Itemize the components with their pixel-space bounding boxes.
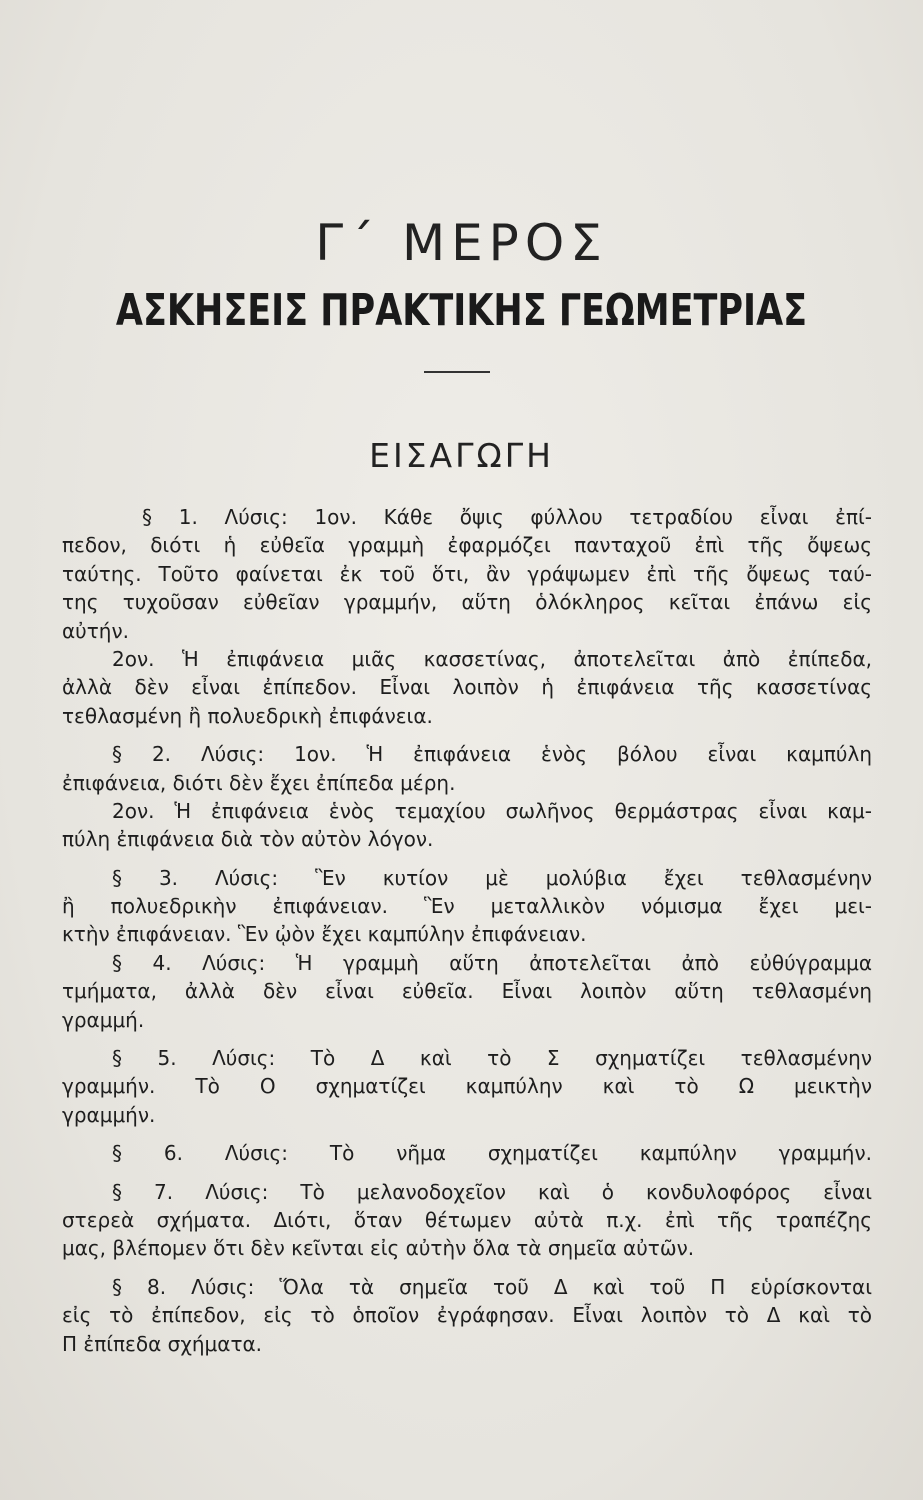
text-line: § 5. Λύσις: Τὸ Δ καὶ τὸ Σ σχηματίζει τεθλασμένην xyxy=(112,1046,872,1071)
text-line: πύλη ἐπιφάνεια διὰ τὸν αὐτὸν λόγον. xyxy=(62,827,434,852)
text-line: πεδον, διότι ἡ εὐθεῖα γραμμὴ ἐφαρμόζει πανταχοῦ ἐπὶ τῆς ὄψεως xyxy=(62,533,872,558)
text-line: § 3. Λύσις: Ἓν κυτίον μὲ μολύβια ἔχει τεθλασμένην xyxy=(112,865,872,890)
text-line: § 6. Λύσις: Τὸ νῆμα σχηματίζει καμπύλην γραμμήν. xyxy=(112,1141,872,1166)
text-line: κτὴν ἐπιφάνειαν. Ἓν ᾠὸν ἔχει καμπύλην ἐπιφάνειαν. xyxy=(62,922,587,947)
main-title: ΑΣΚΗΣΕΙΣ ΠΡΑΚΤΙΚΗΣ ΓΕΩΜΕΤΡΙΑΣ xyxy=(115,286,808,336)
text-line: ἢ πολυεδρικὴν ἐπιφάνειαν. Ἓν μεταλλικὸν νόμισμα ἔχει μει- xyxy=(62,894,872,919)
text-line: γραμμή. xyxy=(62,1007,145,1032)
text-line: μας, βλέπομεν ὅτι δὲν κεῖνται εἰς αὐτὴν ὅλα τὰ σημεῖα αὐτῶν. xyxy=(62,1236,695,1261)
section-title: ΕΙΣΑΓΩΓΗ xyxy=(369,436,554,475)
text-line: της τυχοῦσαν εὐθεῖαν γραμμήν, αὕτη ὁλόκληρος κεῖται ἐπάνω εἰς xyxy=(62,590,872,615)
text-line: § 1. Λύσις: 1ον. Κάθε ὄψις φύλλου τετραδίου εἶναι ἐπί- xyxy=(142,505,872,529)
text-line: § 2. Λύσις: 1ον. Ἡ ἐπιφάνεια ἑνὸς βόλου εἶναι καμπύλη xyxy=(112,742,872,767)
title-divider xyxy=(424,371,490,373)
text-line: στερεὰ σχήματα. Διότι, ὅταν θέτωμεν αὐτὰ π.χ. ἐπὶ τῆς τραπέζης xyxy=(62,1207,872,1232)
text-line: τεθλασμένη ἢ πολυεδρικὴ ἐπιφάνεια. xyxy=(62,703,433,728)
text-line: § 7. Λύσις: Τὸ μελανοδοχεῖον καὶ ὁ κονδυλοφόρος εἶναι xyxy=(112,1179,872,1204)
text-line: § 8. Λύσις: Ὅλα τὰ σημεῖα τοῦ Δ καὶ τοῦ Π εὑρίσκονται xyxy=(112,1274,872,1299)
text-line: ταύτης. Τοῦτο φαίνεται ἐκ τοῦ ὅτι, ἂν γράψωμεν ἐπὶ τῆς ὄψεως ταύ- xyxy=(62,561,872,586)
text-line: 2ον. Ἡ ἐπιφάνεια ἑνὸς τεμαχίου σωλῆνος θερμάστρας εἶναι καμ- xyxy=(112,798,872,823)
text-line: αὐτήν. xyxy=(62,618,130,643)
text-line: 2ον. Ἡ ἐπιφάνεια μιᾶς κασσετίνας, ἀποτελεῖται ἀπὸ ἐπίπεδα, xyxy=(112,646,872,671)
text-line: γραμμήν. xyxy=(62,1102,156,1127)
text-line: γραμμήν. Τὸ Ο σχηματίζει καμπύλην καὶ τὸ Ω μεικτὴν xyxy=(62,1074,872,1099)
part-title: Γ΄ ΜΕΡΟΣ xyxy=(315,214,608,272)
text-line: εἰς τὸ ἐπίπεδον, εἰς τὸ ὁποῖον ἐγράφησαν. Εἶναι λοιπὸν τὸ Δ καὶ τὸ xyxy=(62,1303,872,1328)
text-line: Π ἐπίπεδα σχήματα. xyxy=(62,1331,263,1356)
text-line: ἐπιφάνεια, διότι δὲν ἔχει ἐπίπεδα μέρη. xyxy=(62,770,456,795)
text-line: § 4. Λύσις: Ἡ γραμμὴ αὕτη ἀποτελεῖται ἀπὸ εὐθύγραμμα xyxy=(112,950,872,975)
text-line: ἀλλὰ δὲν εἶναι ἐπίπεδον. Εἶναι λοιπὸν ἡ ἐπιφάνεια τῆς κασσετίνας xyxy=(62,675,872,700)
text-line: τμήματα, ἀλλὰ δὲν εἶναι εὐθεῖα. Εἶναι λοιπὸν αὕτη τεθλασμένη xyxy=(62,979,872,1004)
body-text xyxy=(62,503,872,1358)
